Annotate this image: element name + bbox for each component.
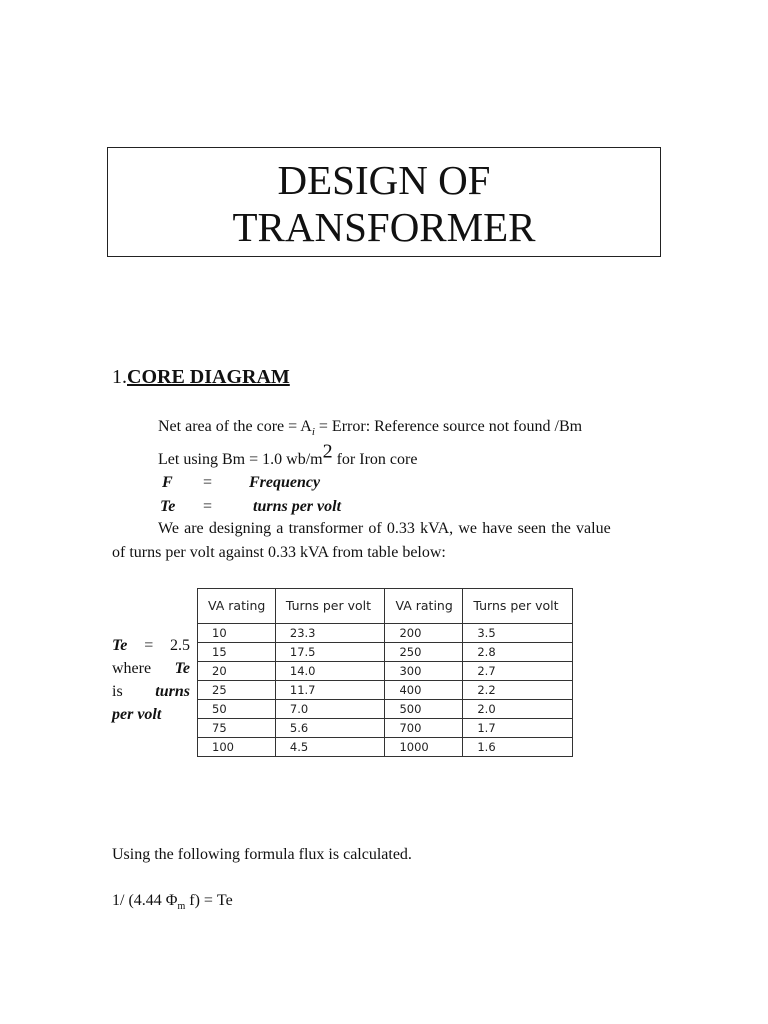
te-value: 2.5: [170, 637, 190, 654]
text: turns: [155, 683, 190, 700]
f-equals: =: [203, 474, 213, 491]
net-area-line: [158, 418, 582, 438]
table-cell: 17.5: [275, 643, 385, 662]
te-label: Te: [174, 660, 190, 677]
text: where: [112, 660, 152, 677]
table-row: [198, 643, 573, 662]
text: Net area of the core = A: [158, 418, 312, 435]
table-cell: 11.7: [275, 681, 385, 700]
table-cell: 14.0: [275, 662, 385, 681]
table-cell: 1.7: [463, 719, 573, 738]
column-header: Turns per volt: [463, 589, 573, 624]
flux-intro: Using the following formula flux is calculated.: [112, 846, 412, 863]
text: 1/ (4.44 Φ: [112, 892, 178, 909]
table-cell: 23.3: [275, 624, 385, 643]
turns-per-volt-table: [197, 588, 573, 757]
table-row: [198, 624, 573, 643]
table-cell: 4.5: [275, 738, 385, 757]
side-note: [112, 634, 190, 726]
table-cell: 700: [385, 719, 463, 738]
text: f) = Te: [185, 892, 233, 909]
table-cell: 15: [198, 643, 276, 662]
table-cell: 2.8: [463, 643, 573, 662]
table-row: [198, 700, 573, 719]
title-box: [107, 147, 661, 257]
table-cell: 1.6: [463, 738, 573, 757]
table-cell: 7.0: [275, 700, 385, 719]
f-definition: Frequency: [249, 474, 321, 491]
table-cell: 3.5: [463, 624, 573, 643]
table-cell: 100: [198, 738, 276, 757]
column-header: VA rating: [198, 589, 276, 624]
table-cell: 25: [198, 681, 276, 700]
column-header: VA rating: [385, 589, 463, 624]
flux-formula: [112, 892, 233, 912]
title-line-1: DESIGN OF: [277, 157, 491, 203]
design-paragraph-line-1: We are designing a transformer of 0.33 kVA, we have seen the value: [158, 520, 611, 537]
table-cell: 2.0: [463, 700, 573, 719]
table-cell: 500: [385, 700, 463, 719]
section-heading: [112, 366, 290, 389]
text: = Error: Reference source not found /Bm: [314, 418, 583, 435]
column-header: Turns per volt: [275, 589, 385, 624]
bm-line: [158, 440, 418, 469]
table-cell: 50: [198, 700, 276, 719]
table-cell: 300: [385, 662, 463, 681]
table-cell: 1000: [385, 738, 463, 757]
table-cell: 250: [385, 643, 463, 662]
equals: =: [144, 637, 154, 654]
te-definition: turns per volt: [253, 498, 342, 515]
subscript: i: [311, 426, 315, 439]
section-number: 1.: [112, 366, 127, 388]
table-cell: 75: [198, 719, 276, 738]
table-row: [198, 681, 573, 700]
text: is: [112, 683, 123, 700]
table-cell: 5.6: [275, 719, 385, 738]
section-title: CORE DIAGRAM: [127, 366, 290, 388]
table-row: [198, 662, 573, 681]
te-symbol: Te: [160, 498, 176, 515]
table-cell: 400: [385, 681, 463, 700]
table-cell: 2.2: [463, 681, 573, 700]
superscript: 2: [322, 440, 333, 463]
text: Let using Bm = 1.0 wb/m: [158, 451, 323, 468]
table-cell: 2.7: [463, 662, 573, 681]
table-cell: 200: [385, 624, 463, 643]
text: per volt: [112, 706, 162, 723]
text: for Iron core: [332, 451, 418, 468]
table-row: [198, 719, 573, 738]
table-cell: 10: [198, 624, 276, 643]
subscript: m: [177, 901, 186, 913]
table-cell: 20: [198, 662, 276, 681]
design-paragraph-line-2: of turns per volt against 0.33 kVA from table below:: [112, 544, 446, 561]
te-equals: =: [203, 498, 213, 515]
table-row: [198, 738, 573, 757]
f-symbol: F: [162, 474, 173, 491]
te-label: Te: [112, 637, 128, 654]
title-line-2: TRANSFORMER: [232, 204, 536, 250]
